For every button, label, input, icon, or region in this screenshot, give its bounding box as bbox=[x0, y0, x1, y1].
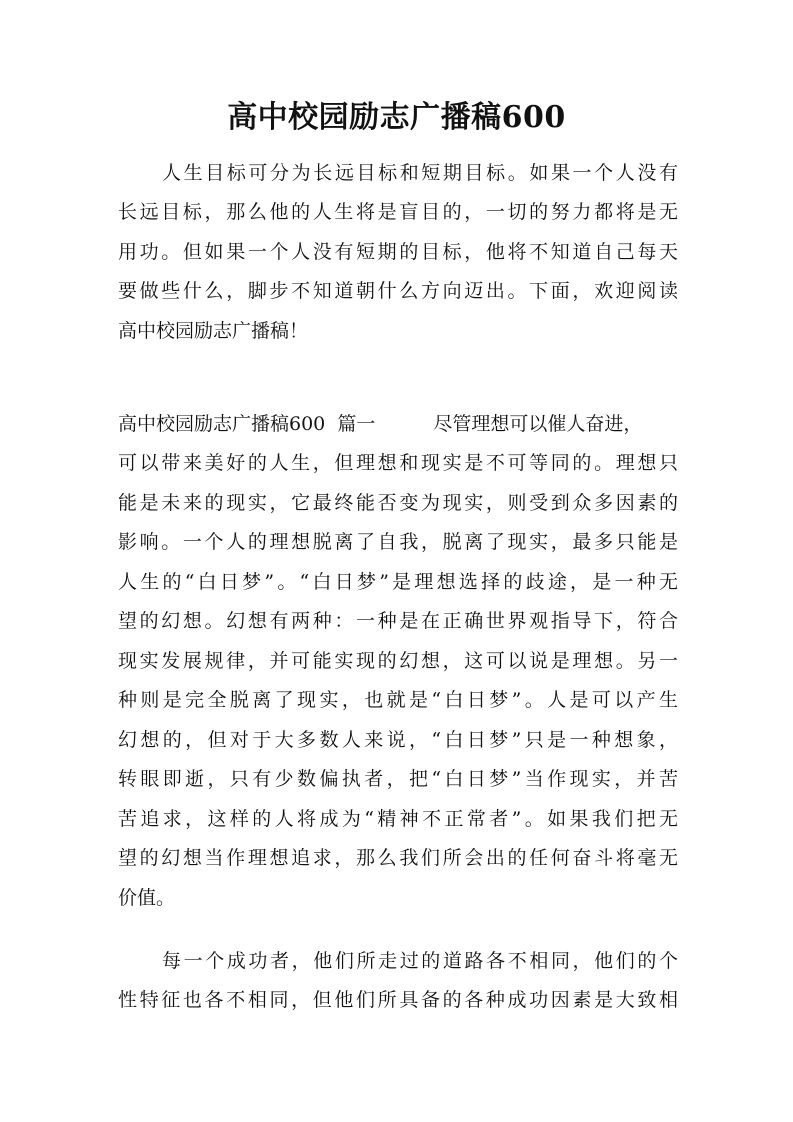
intro-line: 高中校园励志广播稿！ bbox=[118, 320, 309, 342]
paragraph3-line: 性特征也各不相同，但他们所具备的各种成功因素是大致相 bbox=[118, 989, 678, 1011]
section-line: 望的幻想当作理想追求，那么我们所会出的任何奋斗将毫无 bbox=[118, 847, 678, 869]
section-line: 种则是完全脱离了现实，也就是“白日梦”。人是可以产生 bbox=[118, 689, 678, 711]
document-title: 高中校园励志广播稿600 bbox=[227, 100, 566, 135]
section-line: 苦追求，这样的人将成为“精神不正常者”。如果我们把无 bbox=[118, 808, 678, 830]
section-first-line bbox=[118, 405, 678, 443]
section-line: 可以带来美好的人生，但理想和现实是不可等同的。理想只 bbox=[118, 452, 678, 474]
section-line: 影响。一个人的理想脱离了自我，脱离了现实，最多只能是 bbox=[118, 531, 678, 553]
section-line: 尽管理想可以催人奋进， bbox=[433, 413, 643, 435]
intro-line: 人生目标可分为长远目标和短期目标。如果一个人没有 bbox=[162, 162, 678, 184]
section-line: 价值。 bbox=[118, 887, 176, 909]
paragraph3-line: 每一个成功者，他们所走过的道路各不相同，他们的个 bbox=[162, 950, 678, 972]
section-line: 望的幻想。幻想有两种：一种是在正确世界观指导下，符合 bbox=[118, 610, 678, 632]
section-line: 人生的“白日梦”。“白日梦”是理想选择的歧途，是一种无 bbox=[118, 571, 678, 593]
section-line: 现实发展规律，并可能实现的幻想，这可以说是理想。另一 bbox=[118, 650, 678, 672]
section-line: 转眼即逝，只有少数偏执者，把“白日梦”当作现实，并苦 bbox=[118, 768, 678, 790]
section-line: 幻想的，但对于大多数人来说，“白日梦”只是一种想象， bbox=[118, 729, 678, 751]
intro-line: 用功。但如果一个人没有短期的目标，他将不知道自己每天 bbox=[118, 241, 678, 263]
intro-line: 要做些什么，脚步不知道朝什么方向迈出。下面，欢迎阅读 bbox=[118, 280, 678, 302]
intro-line: 长远目标，那么他的人生将是盲目的，一切的努力都将是无 bbox=[118, 201, 678, 223]
section-line: 能是未来的现实，它最终能否变为现实，则受到众多因素的 bbox=[118, 492, 678, 514]
section-heading: 高中校园励志广播稿600 篇一 bbox=[118, 413, 376, 435]
